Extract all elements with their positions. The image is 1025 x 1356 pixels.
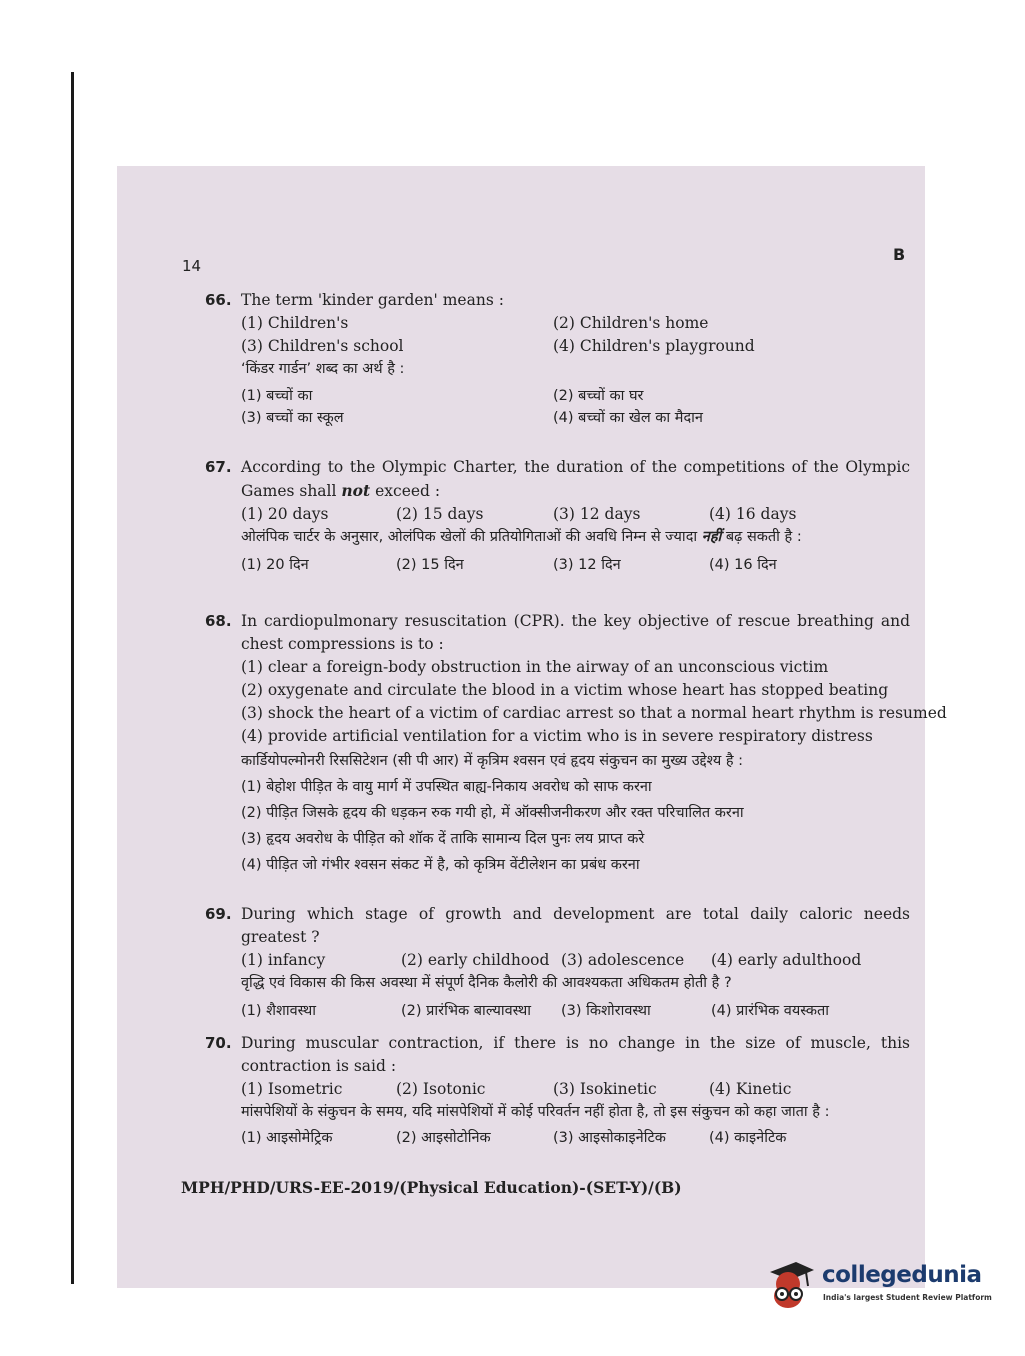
options-row: [241, 995, 910, 1023]
question-70: [205, 1032, 910, 1150]
option: (3) Isokinetic: [553, 1080, 657, 1098]
option: (1) बेहोश पीड़ित के वायु मार्ग में उपस्थित बाह्य-निकाय अवरोध को साफ करना: [241, 779, 652, 795]
option: (1) आइसोमेट्रिक: [241, 1130, 333, 1146]
collegedunia-logo[interactable]: [766, 1252, 996, 1312]
option: (3) shock the heart of a victim of cardiac arrest so that a normal heart rhythm is resumed: [241, 704, 947, 722]
option: (4) पीड़ित जो गंभीर श्वसन संकट में है, को कृत्रिम वेंटीलेशन का प्रबंध करना: [241, 857, 640, 873]
question-number: 68.: [205, 612, 232, 630]
brand-name: collegedunia: [822, 1262, 982, 1288]
option: (3) किशोरावस्था: [561, 1003, 651, 1019]
option: (1) 20 days: [241, 505, 329, 523]
options-row: [241, 1078, 910, 1101]
option: (2) प्रारंभिक बाल्यावस्था: [401, 1003, 532, 1019]
option: (4) Kinetic: [709, 1080, 792, 1098]
option: (4) 16 days: [709, 505, 797, 523]
option: (1) शैशावस्था: [241, 1003, 317, 1019]
options-row: [241, 312, 910, 335]
option: (3) Children's school: [241, 337, 404, 355]
options-row: [241, 407, 910, 430]
option: (4) बच्चों का खेल का मैदान: [553, 410, 703, 426]
question-number: 66.: [205, 291, 232, 309]
option: (1) clear a foreign-body obstruction in the airway of an unconscious victim: [241, 658, 829, 676]
question-stem-en: In cardiopulmonary resuscitation (CPR). the key objective of rescue breathing and chest compressions is to :: [241, 612, 910, 653]
question-stem-en: During muscular contraction, if there is no change in the size of muscle, this contraction is said :: [241, 1034, 910, 1075]
question-stem-hi: कार्डियोपल्मोनरी रिससिटेशन (सी पी आर) में कृत्रिम श्वसन एवं हृदय संकुचन का मुख्य उद्देश्य है :: [241, 753, 744, 769]
option: (4) Children's playground: [553, 337, 755, 355]
options-row: [241, 949, 910, 972]
option: (4) काइनेटिक: [709, 1130, 787, 1146]
set-label: B: [893, 245, 906, 264]
option: (1) infancy: [241, 951, 326, 969]
question-stem-hi: मांसपेशियों के संकुचन के समय, यदि मांसपेशियों में कोई परिवर्तन नहीं होता है, तो इस संकुचन को कहा जाता है :: [241, 1104, 830, 1120]
option: (4) 16 दिन: [709, 557, 777, 573]
option: (2) oxygenate and circulate the blood in a victim whose heart has stopped beating: [241, 681, 889, 699]
option: (2) पीड़ित जिसके हृदय की धड़कन रुक गयी हो, में ऑक्सीजनीकरण और रक्त परिचालित करना: [241, 805, 744, 821]
option: (1) Isometric: [241, 1080, 343, 1098]
scan-edge-bar: [71, 72, 74, 1284]
option: (3) adolescence: [561, 951, 685, 969]
option: (1) Children's: [241, 314, 349, 332]
option: (4) early adulthood: [711, 951, 862, 969]
student-mascot-icon: [766, 1260, 818, 1312]
option: (4) provide artificial ventilation for a victim who is in severe respiratory distress: [241, 727, 873, 745]
question-stem-hi: वृद्धि एवं विकास की किस अवस्था में संपूर्ण दैनिक कैलोरी की आवश्यकता अधिकतम होती है ?: [241, 975, 732, 991]
paper-code-footer: MPH/PHD/URS-EE-2019/(Physical Education)-(SET-Y)/(B): [181, 1178, 682, 1197]
options-row: [241, 381, 910, 407]
option: (3) बच्चों का स्कूल: [241, 410, 344, 426]
option: (1) 20 दिन: [241, 557, 309, 573]
brand-tagline: India's largest Student Review Platform: [823, 1293, 992, 1302]
options-row: [241, 549, 910, 577]
option: (2) बच्चों का घर: [553, 388, 644, 404]
option: (4) प्रारंभिक वयस्कता: [711, 1003, 830, 1019]
question-67: [205, 456, 910, 577]
option: (2) 15 दिन: [396, 557, 464, 573]
page-number: 14: [182, 257, 202, 275]
question-stem-en: According to the Olympic Charter, the duration of the competitions of the Olympic Games shall not exceed :: [241, 458, 910, 500]
question-number: 70.: [205, 1034, 232, 1052]
question-stem-en: The term 'kinder garden' means :: [241, 291, 504, 309]
question-stem-hi: ‘किंडर गार्डन’ शब्द का अर्थ है :: [241, 361, 405, 377]
question-66: [205, 289, 910, 430]
question-stem-en: During which stage of growth and development are total daily caloric needs greatest ?: [241, 905, 910, 946]
option: (2) आइसोटोनिक: [396, 1130, 491, 1146]
option: (3) हृदय अवरोध के पीड़ित को शॉक दें ताकि सामान्य दिल पुनः लय प्राप्त करे: [241, 831, 645, 847]
question-stem-hi: ओलंपिक चार्टर के अनुसार, ओलंपिक खेलों की प्रतियोगिताओं की अवधि निम्न से ज्यादा नहीं बढ़ सकती है :: [241, 529, 802, 545]
question-number: 67.: [205, 458, 232, 476]
question-69: [205, 903, 910, 1023]
option: (3) 12 days: [553, 505, 641, 523]
question-68: [205, 610, 947, 878]
option: (2) Children's home: [553, 314, 709, 332]
option: (1) बच्चों का: [241, 388, 313, 404]
option: (3) 12 दिन: [553, 557, 621, 573]
options-row: [241, 335, 910, 358]
option: (2) early childhood: [401, 951, 550, 969]
options-row: [241, 503, 910, 526]
option: (3) आइसोकाइनेटिक: [553, 1130, 666, 1146]
option: (2) Isotonic: [396, 1080, 486, 1098]
question-number: 69.: [205, 905, 232, 923]
options-row: [241, 1124, 910, 1150]
option: (2) 15 days: [396, 505, 484, 523]
